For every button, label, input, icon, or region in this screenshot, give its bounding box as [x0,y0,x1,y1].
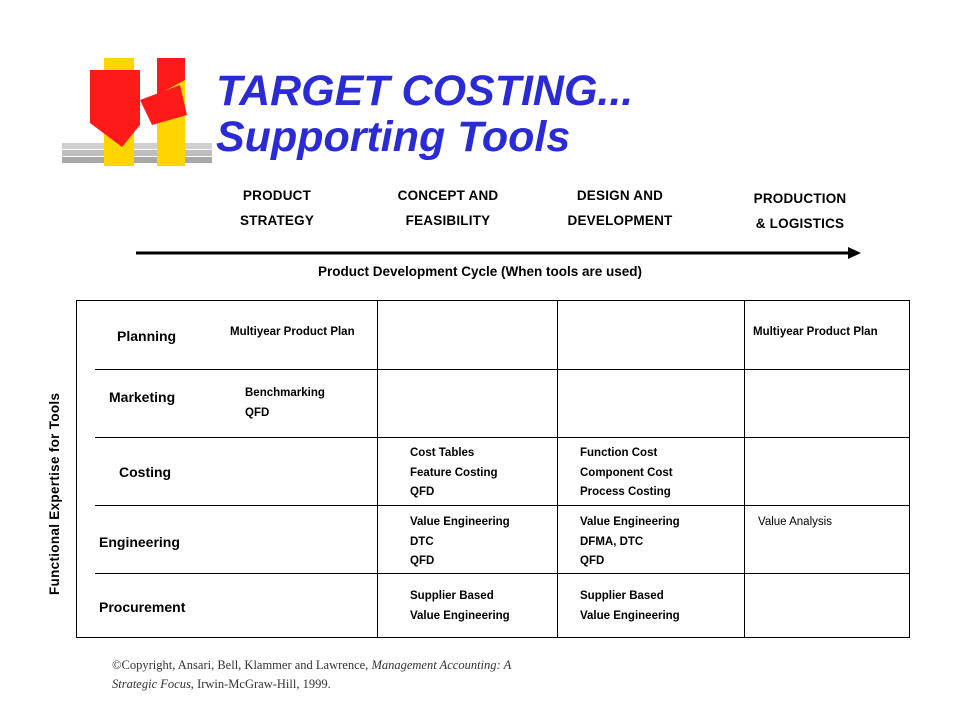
phase-product-strategy [202,183,352,233]
phase-label-line2: FEASIBILITY [405,213,491,228]
cell-marketing-strategy [245,384,325,423]
tool-item: Supplier Based [410,590,494,602]
row-divider [95,437,909,438]
phase-label-line1: DESIGN AND [576,188,664,203]
row-label-costing: Costing [119,464,172,480]
tool-item: Process Costing [580,486,671,498]
tool-item: Function Cost [580,447,658,459]
title-line-2: Supporting Tools [216,113,571,161]
tool-item: Supplier Based [580,590,664,602]
cycle-label: Product Development Cycle (When tools are used) [317,264,643,279]
phase-label-line1: PRODUCTION [753,191,847,206]
cell-procurement-concept [410,587,510,626]
cell-procurement-design [580,587,680,626]
cell-engineering-concept [410,513,510,572]
tool-item: Value Engineering [580,516,680,528]
row-divider [95,505,909,506]
copyright-notice [112,656,532,694]
tool-item: Value Engineering [410,516,510,528]
tool-item: QFD [580,555,605,567]
phase-label-line2: & LOGISTICS [755,216,845,231]
cell-costing-concept [410,444,498,503]
cell-planning-strategy [230,323,355,343]
row-label-engineering: Engineering [99,534,180,550]
copyright-symbol: © [112,658,122,672]
tool-item: Multiyear Product Plan [753,326,878,338]
title-line-1: TARGET COSTING... [216,67,634,115]
phase-design-development [545,183,695,233]
tool-item: QFD [410,486,435,498]
phase-label-line1: PRODUCT [242,188,312,203]
column-divider [377,301,378,637]
tool-item: Value Engineering [580,609,680,622]
cell-planning-production [753,323,878,343]
phase-production-logistics [725,186,875,236]
row-divider [95,573,909,574]
row-divider [95,369,909,370]
vertical-axis-label: Functional Expertise for Tools [47,392,62,595]
cell-engineering-design [580,513,680,572]
tool-item: Cost Tables [410,447,475,459]
column-divider [744,301,745,637]
tool-item: Multiyear Product Plan [230,326,355,338]
tool-item: QFD [410,555,435,567]
tool-item: Feature Costing [410,466,498,479]
column-divider [557,301,558,637]
row-label-procurement: Procurement [99,599,186,615]
tools-matrix [76,300,910,638]
logo [62,55,222,170]
tool-item: Component Cost [580,466,673,479]
copyright-text: Copyright, Ansari, Bell, Klammer and Lawrence, [121,658,369,672]
timeline-arrow [136,246,861,260]
copyright-book-title: Management Accounting: A Strategic Focus, [112,658,511,691]
row-label-planning: Planning [117,328,177,344]
tool-item: Value Engineering [410,609,510,622]
copyright-publisher: Irwin-McGraw-Hill, 1999. [197,677,331,691]
phase-label-line2: STRATEGY [239,213,315,228]
phase-label-line1: CONCEPT AND [397,188,499,203]
phase-label-line2: DEVELOPMENT [567,213,673,228]
tool-item: DTC [410,535,434,548]
cell-costing-design [580,444,673,503]
tool-item: Value Analysis [758,516,832,528]
phase-concept-feasibility [373,183,523,233]
row-label-marketing: Marketing [109,389,176,405]
tool-item: Benchmarking [245,387,325,399]
page-title [216,68,633,160]
tool-item: DFMA, DTC [580,535,644,548]
tool-item: QFD [245,406,270,419]
cell-engineering-production [758,513,832,533]
